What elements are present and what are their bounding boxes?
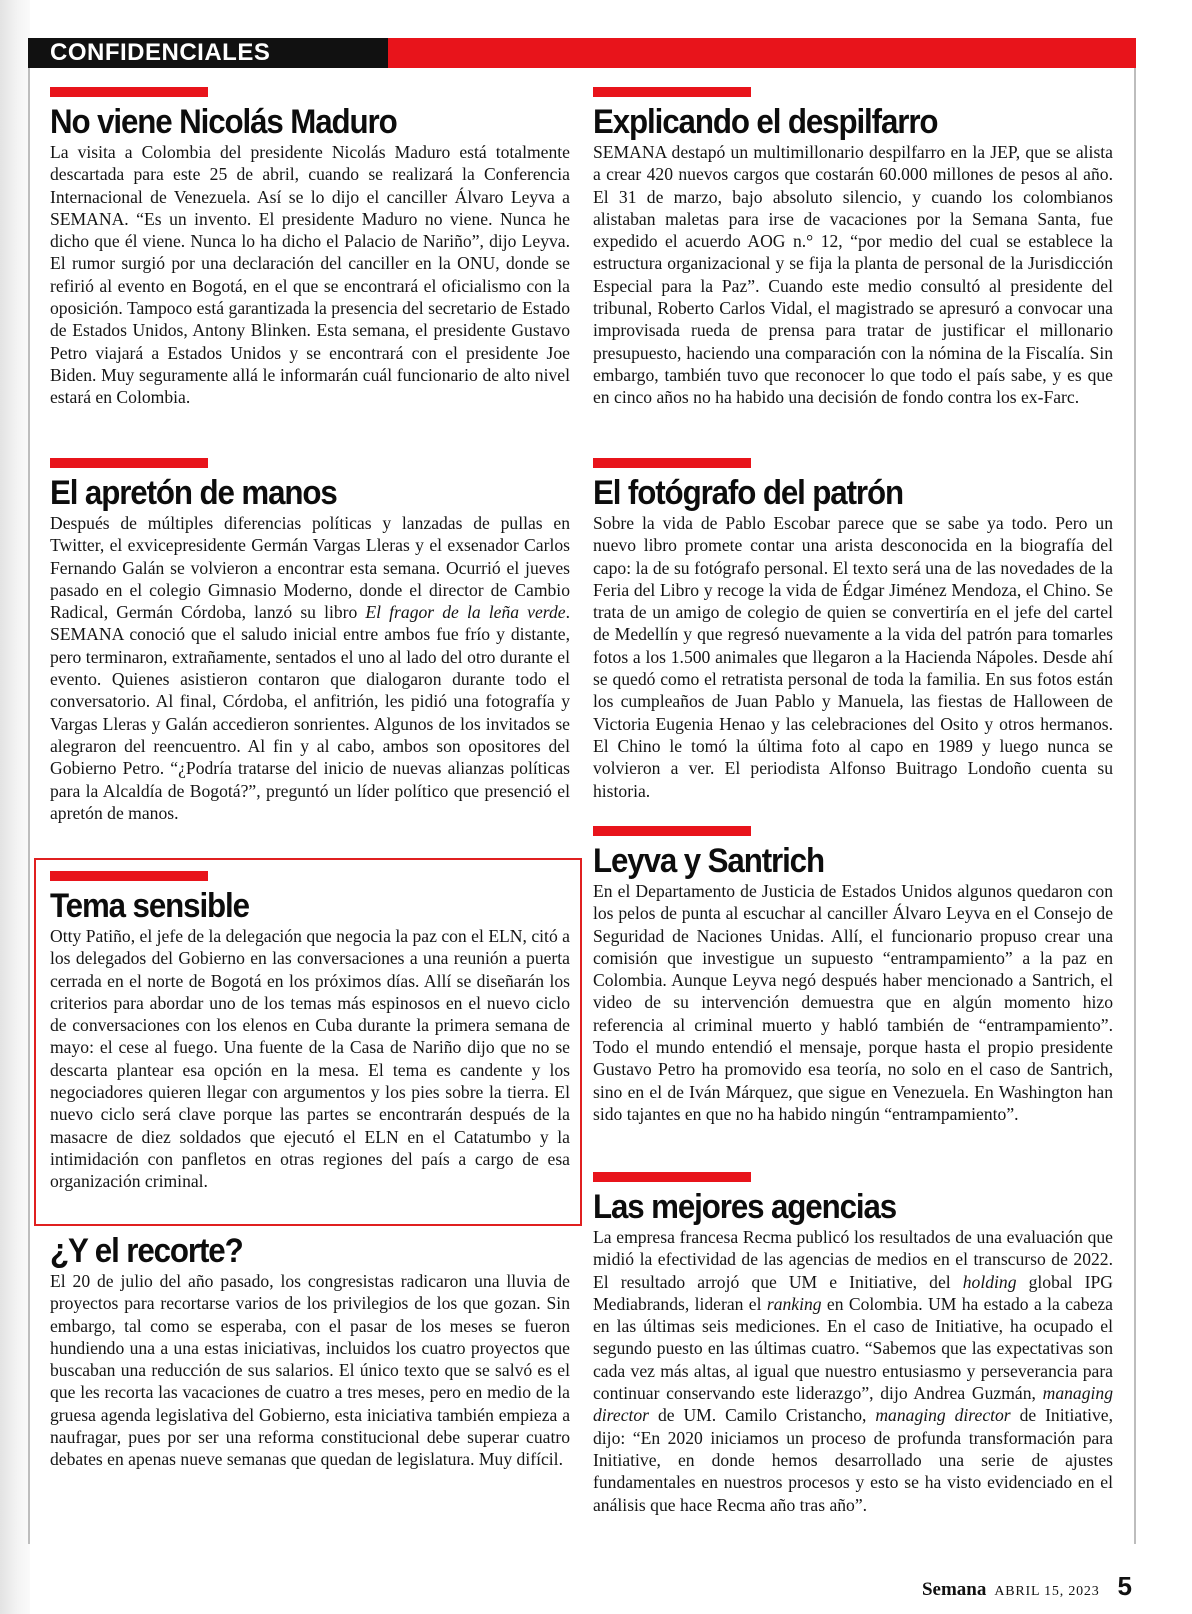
article-apreton: [50, 458, 570, 824]
italic-term: holding: [962, 1271, 1017, 1292]
article-body: SEMANA destapó un multimillonario despilfarro en la JEP, que se alista a crear 420 nuevos cargos que costarán 60.000 millones de pesos al año. El 31 de marzo, bajo absoluto silencio, y cuando los colombianos alistaban maletas para irse de vacaciones por la Semana Santa, fue expedido el acuerdo AOG n.° 12, “por medio del cual se establece la estructura organizacional y se fija la planta de personal de la Jurisdicción Especial para la Paz”. Cuando este medio consultó al presidente del tribunal, Roberto Carlos Vidal, el magistrado se apresuró a convocar una improvisada rueda de prensa para tratar de justificar el millonario presupuesto, haciendo una comparación con la nómina de la Fiscalía. Sin embargo, también tuvo que reconocer lo que todo el país sabe, y es que en cinco años no ha habido una decisión de fondo contra los ex-Farc.: [593, 142, 1113, 408]
section-header: [28, 38, 1136, 68]
section-title: CONFIDENCIALES: [28, 38, 388, 68]
article-despilfarro: [593, 87, 1113, 409]
article-body: Otty Patiño, el jefe de la delegación que negocia la paz con el ELN, citó a los delegados del Gobierno en las conversaciones a una reunión a puerta cerrada en el norte de Bogotá en los próximos días. Allí se diseñarán los criterios para abordar uno de los temas más espinosos en el nuevo ciclo de conversaciones con los elenos en Cuba durante la primera semana de mayo: el cese al fuego. Una fuente de la Casa de Nariño dijo que no se descarta plantear esa opción en la mesa. El tema es candente y los negociadores quieren llegar con argumentos y los pies sobre la tierra. El nuevo ciclo será clave porque las partes se encontrarán después de la masacre de diez soldados que ejecutó el ELN en el Catatumbo y la intimidación con panfletos en otras regiones del país a cargo de esa organización criminal.: [50, 926, 570, 1192]
body-text: . SEMANA conoció que el saludo inicial entre ambos fue frío y distante, pero terminaron, extrañamente, sentados el uno al lado del otro durante el evento. Quienes asistieron contaron que dialogaron durante todo el conversatorio. Al final, Córdoba, el anfitrión, les pidió una fotografía y Vargas Lleras y Galán accedieron sonrientes. Algunos de los invitados se alegraron del reencuentro. Al fin y al cabo, ambos son opositores del Gobierno Petro. “¿Podría tratarse del inicio de nuevas alianzas políticas para la Alcaldía de Bogotá?”, preguntó un líder político que presenció el apretón de manos.: [50, 602, 570, 823]
body-text: global IPG Mediabrands, lideran el: [593, 1271, 1114, 1314]
body-text: Después de múltiples diferencias políticas y lanzadas de pullas en Twitter, el exvicepresidente Germán Vargas Lleras y el exsenador Carlos Fernando Galán se volvieron a encontrar esta semana. Ocurrió el jueves pasado en el colegio Gimnasio Moderno, donde el director de Cambio Radical, Germán Córdoba, lanzó su libro: [50, 513, 570, 623]
article-title: El apretón de manos: [50, 474, 337, 512]
book-title: El fragor de la leña verde: [365, 602, 566, 623]
page-footer: [922, 1571, 1132, 1602]
article-agencias: [593, 1172, 1113, 1516]
article-maduro: [50, 87, 570, 409]
magazine-name: Semana: [921, 1579, 987, 1600]
article-body: El 20 de julio del año pasado, los congresistas radicaron una lluvia de proyectos para recortarse varios de los privilegios de los que gozan. Sin embargo, tal como se esperaba, con el pasar de los meses se fueron hundiendo una a una estas iniciativas, incluidos los cuatro proyectos que buscaban una reducción de sus salarios. El único texto que se salvó es el que les recorta las vacaciones de cuatro a tres meses, pero en medio de la gruesa agenda legislativa del Gobierno, esta iniciativa también empieza a naufragar, pues por ser una reforma constitucional debe superar cuatro debates en apenas nueve semanas que quedan de legislatura. Muy difícil.: [50, 1271, 570, 1470]
title-accent-bar: [593, 826, 751, 836]
italic-term: managing director: [593, 1383, 1113, 1426]
article-fotografo: [593, 458, 1113, 802]
title-accent-bar: [50, 87, 208, 97]
body-text: La empresa francesa Recma publicó los resultados de una evaluación que midió la efectividad de las agencias de medios en el transcurso de 2022. El resultado arrojó que UM e Initiative, del: [593, 1227, 1113, 1292]
article-title: No viene Nicolás Maduro: [50, 103, 397, 141]
title-accent-bar: [593, 458, 751, 468]
title-accent-bar: [50, 871, 208, 881]
body-text: en Colombia. UM ha estado a la cabeza en las últimas seis mediciones. En el caso de Initiative, ha ocupado el segundo puesto en las últimas cuatro. “Sabemos que las expectativas son cada vez más altas, al igual que nuestro entusiasmo y perseverancia para continuar conservando este liderazgo”, dijo Andrea Guzmán,: [593, 1293, 1113, 1404]
article-title: Leyva y Santrich: [593, 842, 824, 880]
page-edge-shadow: [0, 0, 30, 1614]
page-number: 5: [1117, 1571, 1132, 1601]
article-santrich: [593, 826, 1113, 1125]
article-recorte: [50, 1232, 570, 1471]
article-title: El fotógrafo del patrón: [593, 474, 903, 512]
article-title: Las mejores agencias: [593, 1188, 897, 1226]
title-accent-bar: [593, 87, 751, 97]
body-text: de UM. Camilo Cristancho,: [649, 1405, 876, 1426]
article-body: La visita a Colombia del presidente Nicolás Maduro está totalmente descartada para este 25 de abril, cuando se realizará la Conferencia Internacional de Venezuela. Así se lo dijo el canciller Álvaro Leyva a SEMANA. “Es un invento. El presidente Maduro no viene. Nunca he dicho que él viene. Nunca lo ha dicho el Palacio de Nariño”, dijo Leyva. El rumor surgió por una declaración del canciller en la ONU, donde se refirió al evento en Bogotá, en el que se encontrará el oficialismo con la oposición. Tampoco está garantizada la presencia del secretario de Estado de Estados Unidos, Antony Blinken. Esta semana, el presidente Gustavo Petro viajará a Estados Unidos y se encontrará con el presidente Joe Biden. Muy seguramente allá le informarán cuál funcionario de alto nivel estará en Colombia.: [50, 142, 570, 408]
article-title: Explicando el despilfarro: [593, 103, 938, 141]
article-title: ¿Y el recorte?: [50, 1232, 243, 1270]
article-body: En el Departamento de Justicia de Estados Unidos algunos quedaron con los pelos de punta al escuchar al canciller Álvaro Leyva en el Consejo de Seguridad de Naciones Unidas. Allí, el funcionario propuso crear una comisión que investigue un supuesto “entrampamiento” a la paz en Colombia. Aunque Leyva negó después haber mencionado a Santrich, el video de su intervención demuestra que en algún momento hizo referencia al criminal muerto y habló también de “entrampamiento”. Todo el mundo entendió el mensaje, porque hasta el propio presidente Gustavo Petro ha promovido esa teoría, no solo en el caso de Santrich, sino en el de Iván Márquez, que sigue en Venezuela. En Washington han sido tajantes en que no ha habido ningún “entrampamiento”.: [593, 881, 1113, 1124]
italic-term: ranking: [766, 1293, 822, 1314]
issue-date: ABRIL 15, 2023: [994, 1584, 1100, 1599]
italic-term: managing director: [875, 1405, 1011, 1426]
article-tema-sensible: [50, 871, 570, 1193]
article-body: [50, 512, 570, 824]
title-accent-bar: [50, 458, 208, 468]
body-text: de Initiative, dijo: “En 2020 iniciamos un proceso de profunda transformación para Initiative, en donde hemos desarrollado una serie de ajustes fundamentales en nuestros procesos y esto se ha visto evidenciado en el análisis que hace Recma año tras año”.: [593, 1405, 1113, 1515]
article-title: Tema sensible: [50, 887, 249, 925]
title-accent-bar: [593, 1172, 751, 1182]
article-body: [593, 1226, 1113, 1516]
article-body: Sobre la vida de Pablo Escobar parece que se sabe ya todo. Pero un nuevo libro promete contar una arista desconocida en la biografía del capo: la de su fotógrafo personal. El texto será una de las novedades de la Feria del Libro y recoge la vida de Édgar Jiménez Mendoza, el Chino. Se trata de un amigo de colegio de quien se convertiría en el jefe del cartel de Medellín y que regresó nuevamente a la vida del patrón para tomarles fotos a los 1.500 animales que llegaron a la Hacienda Nápoles. Desde ahí se quedó como el retratista personal de toda la familia. En sus fotos están los cumpleaños de Juan Pablo y Manuela, las fiestas de Halloween de Victoria Eugenia Henao y las celebraciones del Osito y otros hermanos. El Chino le tomó la última foto al capo en 1989 y luego nunca se volvieron a ver. El periodista Alfonso Buitrago Londoño cuenta su historia.: [593, 513, 1113, 801]
